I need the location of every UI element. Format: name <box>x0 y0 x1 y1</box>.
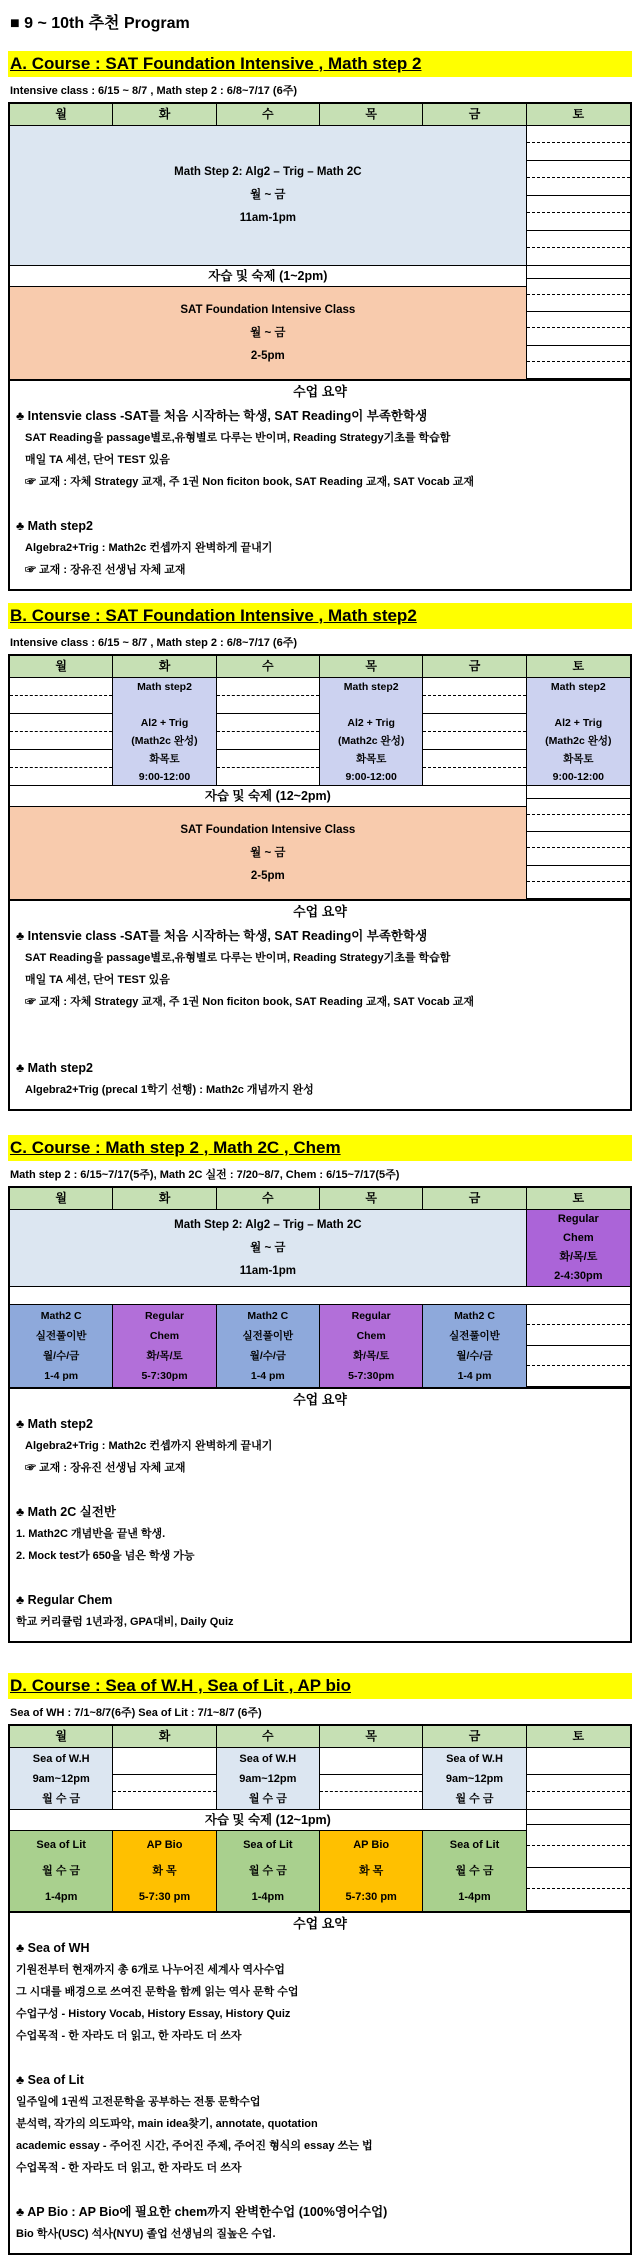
sea-of-wh-cell-mon <box>10 1748 113 1810</box>
empty-slot <box>527 1748 630 1775</box>
ap-bio-cell-thu <box>320 1831 423 1911</box>
summary-line: 수업목적 - 한 자라도 더 읽고, 한 자라도 더 쓰자 <box>16 2162 242 2174</box>
day-header-thu: 목 <box>320 1726 423 1747</box>
sea-of-wh-cell-wed <box>217 1748 320 1810</box>
summary-line: ☞ 교재 : 자체 Strategy 교재, 주 1권 Non ficiton book, SAT Reading 교재, SAT Vocab 교재 <box>25 996 474 1008</box>
section-a-header <box>8 51 632 77</box>
math2c-cell-wed <box>217 1305 320 1387</box>
summary-line: 수업목적 - 한 자라도 더 읽고, 한 자라도 더 쓰자 <box>16 2030 242 2042</box>
summary-line: 매일 TA 세션, 단어 TEST 있음 <box>25 974 170 986</box>
empty-slot <box>217 678 319 714</box>
cell-line: 5-7:30pm <box>348 1370 395 1382</box>
empty-slot <box>10 678 112 714</box>
summary-line: 분석력, 작가의 의도파악, main idea찾기, annotate, quotation <box>16 2118 318 2130</box>
empty-slot <box>113 1775 215 1810</box>
cell-line: 월/수/금 <box>43 1350 80 1362</box>
summary-line: ♣ AP Bio : AP Bio에 필요한 chem까지 완벽한수업 (100%영어수업) <box>16 2205 388 2219</box>
sea-of-lit-cell-wed <box>217 1831 320 1911</box>
cell-line: Chem <box>356 1330 386 1342</box>
day-header-wed: 수 <box>217 1726 320 1747</box>
cell-line: Math step2 <box>137 680 192 693</box>
block-line: 월 ~ 금 <box>250 846 286 859</box>
day-header-wed: 수 <box>217 656 320 677</box>
empty-slot <box>527 279 630 312</box>
empty-slot <box>527 866 630 899</box>
summary-line: SAT Reading을 passage별로,유형별로 다루는 반이며, Reading Strategy기초를 학습함 <box>25 432 451 444</box>
summary-line: ♣ Intensvie class -SAT를 처음 시작하는 학생, SAT Reading이 부족한학생 <box>16 409 428 423</box>
block-line: 월 ~ 금 <box>250 189 286 201</box>
summary-line: Algebra2+Trig (precal 1학기 선행) : Math2c 개념까지 완성 <box>25 1084 314 1096</box>
day-header-row <box>10 104 630 126</box>
cell-line: 월 수 금 <box>455 1865 494 1877</box>
summary-line: ♣ Sea of WH <box>16 1941 90 1955</box>
schedule-grid <box>10 126 630 379</box>
section-d <box>8 1673 632 2255</box>
cell-line: Regular <box>557 1213 599 1225</box>
sat-intensive-afternoon-block <box>10 807 527 899</box>
day-header-fri: 금 <box>423 1726 526 1747</box>
ap-bio-cell-tue <box>113 1831 216 1911</box>
cell-line: 1-4pm <box>458 1891 491 1903</box>
block-line: Math Step 2: Alg2 – Trig – Math 2C <box>174 1218 362 1231</box>
summary-line: ♣ Math step2 <box>16 519 93 533</box>
summary-line: Algebra2+Trig : Math2c 컨셉까지 완벽하게 끝내기 <box>25 542 273 554</box>
cell-line: 9am~12pm <box>32 1772 90 1785</box>
summary-line: 그 시대를 배경으로 쓰여진 문학을 함께 읽는 역사 문학 수업 <box>16 1986 299 1998</box>
empty-slot <box>527 1346 630 1387</box>
cell-line: 화목토 <box>149 752 180 765</box>
empty-slot <box>320 1748 422 1775</box>
sat-intensive-afternoon-block <box>10 287 527 379</box>
cell-line: 1-4pm <box>44 1891 78 1903</box>
section-d-subtitle: Sea of WH : 7/1~8/7(6주) Sea of Lit : 7/1~8/7 (6주) <box>10 1707 262 1719</box>
cell-line: Chem <box>563 1232 594 1244</box>
cell-line: 1-4pm <box>251 1891 285 1903</box>
day-header-row <box>10 656 630 678</box>
math-step2-cell-thu <box>320 678 423 786</box>
summary-spacer <box>16 2179 624 2201</box>
summary-line: 1. Math2C 개념반을 끝낸 학생. <box>16 1528 166 1540</box>
cell-line: Math2 C <box>454 1310 495 1322</box>
cell-line: 5-7:30 pm <box>345 1891 397 1903</box>
empty-slot <box>527 1868 630 1911</box>
day-header-tue: 화 <box>113 104 216 125</box>
summary-line: ☞ 교재 : 장유진 선생님 자체 교재 <box>25 564 186 576</box>
section-c-subtitle: Math step 2 : 6/15~7/17(5주), Math 2C 실전 : 7/20~8/7, Chem : 6/15~7/17(5주) <box>10 1169 400 1181</box>
cell-line: 9am~12pm <box>445 1772 504 1785</box>
day-header-thu: 목 <box>320 104 423 125</box>
day-header-sat: 토 <box>572 107 585 121</box>
cell-line: 화 목 <box>152 1865 177 1877</box>
section-a-schedule-table <box>8 102 632 591</box>
day-header-mon: 월 <box>10 1726 113 1747</box>
cell-line: 1-4 pm <box>250 1370 285 1382</box>
day-header-tue: 화 <box>113 656 216 677</box>
cell-line: 2-4:30pm <box>554 1270 603 1282</box>
section-d-header-text: D. Course : Sea of W.H , Sea of Lit , AP bio <box>10 1676 351 1695</box>
summary-heading: 수업 요약 <box>10 899 630 923</box>
section-b-subtitle: Intensive class : 6/15 ~ 8/7 , Math step 2 : 6/8~7/17 (6주) <box>10 637 297 649</box>
empty-slot <box>320 1775 422 1810</box>
cell-line: 실전풀이반 <box>242 1330 294 1342</box>
summary-line: ♣ Math step2 <box>16 1061 93 1075</box>
cell-line: AP Bio <box>353 1839 390 1851</box>
day-header-tue: 화 <box>113 1188 216 1209</box>
cell-line: 월/수/금 <box>249 1350 286 1362</box>
cell-line: Math2 C <box>40 1310 82 1322</box>
cell-line: 화/목/토 <box>353 1350 390 1362</box>
block-line: Math Step 2: Alg2 – Trig – Math 2C <box>174 166 362 178</box>
cell-line: 1-4 pm <box>457 1370 492 1382</box>
section-c-header <box>8 1135 632 1161</box>
day-header-fri: 금 <box>423 104 526 125</box>
cell-line: 5-7:30 pm <box>138 1891 191 1903</box>
section-c-schedule-table <box>8 1186 632 1643</box>
day-header-row <box>10 1188 630 1210</box>
summary-spacer <box>16 1013 624 1035</box>
section-b <box>8 603 632 1111</box>
summary-spacer <box>16 1035 624 1057</box>
day-header-wed: 수 <box>217 104 320 125</box>
cell-line: 월 수 금 <box>42 1792 81 1805</box>
saturday-empty-column <box>527 1305 630 1387</box>
day-header-thu: 목 <box>320 1188 423 1209</box>
wednesday-empty-column <box>217 678 320 786</box>
day-header-wed: 수 <box>217 1188 320 1209</box>
friday-empty-column <box>423 678 526 786</box>
cell-line: 화목토 <box>563 752 594 765</box>
block-line: SAT Foundation Intensive Class <box>180 823 356 836</box>
empty-slot <box>527 231 630 266</box>
empty-slot <box>527 832 630 865</box>
sea-of-wh-cell-fri <box>423 1748 526 1810</box>
empty-slot <box>423 750 525 786</box>
schedule-grid <box>10 1210 630 1387</box>
cell-line: 화목토 <box>355 752 387 765</box>
cell-line: 월 수 금 <box>248 1865 287 1877</box>
math-step2-morning-block <box>10 126 527 266</box>
summary-line: Algebra2+Trig : Math2c 컨셉까지 완벽하게 끝내기 <box>25 1440 273 1452</box>
empty-slot <box>527 786 630 799</box>
cell-line: 9:00-12:00 <box>138 770 191 783</box>
empty-slot <box>217 714 319 750</box>
cell-line: 월 수 금 <box>42 1865 81 1877</box>
day-header-mon: 월 <box>10 656 113 677</box>
summary-spacer <box>16 493 624 515</box>
cell-line: 실전풀이반 <box>35 1330 87 1342</box>
cell-line <box>320 696 422 714</box>
cell-line: 화 목 <box>359 1865 384 1877</box>
empty-slot <box>423 714 525 750</box>
schedule-grid <box>10 678 630 899</box>
block-line: 2-5pm <box>250 349 285 362</box>
summary-line: 일주일에 1권씩 고전문학을 공부하는 전통 문학수업 <box>16 2096 261 2108</box>
cell-line: Math2 C <box>247 1310 289 1322</box>
summary-line: ♣ Sea of Lit <box>16 2073 84 2087</box>
cell-line: Sea of Lit <box>449 1839 500 1851</box>
cell-line: AP Bio <box>146 1839 183 1851</box>
monday-empty-column <box>10 678 113 786</box>
self-study-row: 자습 및 숙제 (1~2pm) <box>10 266 527 287</box>
schedule-grid <box>10 1748 630 1911</box>
day-header-mon: 월 <box>10 1188 113 1209</box>
regular-chem-cell-tue <box>113 1305 216 1387</box>
block-line: 2-5pm <box>250 869 285 882</box>
empty-slot <box>10 714 112 750</box>
empty-slot <box>527 346 630 379</box>
page-title: ■ 9 ~ 10th 추천 Program <box>10 15 190 32</box>
cell-line: (Math2c 완성) <box>131 734 198 747</box>
block-line: 11am-1pm <box>239 212 296 224</box>
thursday-empty-column <box>320 1748 423 1810</box>
summary-line: 2. Mock test가 650을 넘은 학생 가능 <box>16 1550 195 1562</box>
cell-line: Chem <box>149 1330 180 1342</box>
cell-line: Sea of W.H <box>32 1752 90 1765</box>
section-b-schedule-table <box>8 654 632 1111</box>
regular-chem-cell-sat <box>527 1210 630 1287</box>
summary-spacer <box>16 2047 624 2069</box>
summary-body <box>10 923 630 1109</box>
cell-line: Al2 + Trig <box>140 716 189 729</box>
sea-of-lit-cell-mon <box>10 1831 113 1911</box>
section-d-schedule-table <box>8 1724 632 2255</box>
block-line: SAT Foundation Intensive Class <box>180 303 356 316</box>
saturday-empty-column <box>527 786 630 899</box>
empty-slot <box>217 750 319 786</box>
section-c-header-text: C. Course : Math step 2 , Math 2C , Chem <box>10 1138 341 1157</box>
cell-line: Regular <box>144 1310 185 1322</box>
section-a-header-text: A. Course : SAT Foundation Intensive , Math step 2 <box>10 54 422 73</box>
day-header-fri: 금 <box>423 1188 526 1209</box>
summary-line: ☞ 교재 : 장유진 선생님 자체 교재 <box>25 1462 186 1474</box>
summary-spacer <box>16 1479 624 1501</box>
empty-slot <box>10 750 112 786</box>
section-d-header <box>8 1673 632 1699</box>
summary-line: 매일 TA 세션, 단어 TEST 있음 <box>25 454 170 466</box>
saturday-empty-column <box>527 1748 630 1810</box>
block-line: 11am-1pm <box>239 1264 296 1277</box>
tuesday-empty-column <box>113 1748 216 1810</box>
block-line: 월 ~ 금 <box>250 326 286 339</box>
empty-slot <box>423 678 525 714</box>
summary-body <box>10 1935 630 2253</box>
self-study-row: 자습 및 숙제 (12~2pm) <box>10 786 527 807</box>
cell-line: 월 수 금 <box>455 1792 494 1805</box>
summary-line: Bio 학사(USC) 석사(NYU) 졸업 선생님의 질높은 수업. <box>16 2228 276 2240</box>
summary-line: ♣ Math step2 <box>16 1417 93 1431</box>
empty-slot <box>527 1810 630 1825</box>
summary-heading: 수업 요약 <box>10 1387 630 1411</box>
cell-line: 1-4 pm <box>44 1370 79 1382</box>
cell-line: 월/수/금 <box>456 1350 493 1362</box>
cell-line: 화/목/토 <box>559 1251 598 1263</box>
day-header-sat: 토 <box>572 1729 585 1743</box>
saturday-empty-column <box>527 266 630 379</box>
summary-line: ☞ 교재 : 자체 Strategy 교재, 주 1권 Non ficiton book, SAT Reading 교재, SAT Vocab 교재 <box>25 476 474 488</box>
cell-line: 9:00-12:00 <box>552 770 605 783</box>
cell-line: Regular <box>351 1310 391 1322</box>
cell-line: 9:00-12:00 <box>345 770 397 783</box>
summary-spacer <box>16 1567 624 1589</box>
empty-slot <box>527 126 630 161</box>
cell-line: Al2 + Trig <box>554 716 603 729</box>
section-a <box>8 51 632 591</box>
summary-heading: 수업 요약 <box>10 379 630 403</box>
summary-line: academic essay - 주어진 시간, 주어진 주제, 주어진 형식의 essay 쓰는 법 <box>16 2140 373 2152</box>
saturday-empty-column <box>527 1810 630 1911</box>
summary-line: ♣ Regular Chem <box>16 1593 113 1607</box>
cell-line: 월 수 금 <box>248 1792 287 1805</box>
cell-line: Sea of Lit <box>36 1839 86 1851</box>
empty-slot <box>527 799 630 832</box>
empty-slot <box>527 312 630 345</box>
math2c-cell-mon <box>10 1305 113 1387</box>
regular-chem-cell-thu <box>320 1305 423 1387</box>
empty-row <box>10 1287 630 1305</box>
cell-line: 9am~12pm <box>239 1772 297 1785</box>
self-study-row: 자습 및 숙제 (12~1pm) <box>10 1810 527 1831</box>
day-header-sat: 토 <box>572 659 585 673</box>
section-b-header <box>8 603 632 629</box>
summary-body <box>10 403 630 589</box>
empty-slot <box>527 161 630 196</box>
day-header-fri: 금 <box>423 656 526 677</box>
sea-of-lit-cell-fri <box>423 1831 526 1911</box>
day-header-tue: 화 <box>113 1726 216 1747</box>
math-step2-morning-block <box>10 1210 527 1287</box>
summary-line: SAT Reading을 passage별로,유형별로 다루는 반이며, Reading Strategy기초를 학습함 <box>25 952 451 964</box>
day-header-row <box>10 1726 630 1748</box>
section-c <box>8 1135 632 1643</box>
section-a-subtitle: Intensive class : 6/15 ~ 8/7 , Math step 2 : 6/8~7/17 (6주) <box>10 85 297 97</box>
summary-line: 학교 커리큘럼 1년과정, GPA대비, Daily Quiz <box>16 1616 234 1628</box>
cell-line: 실전풀이반 <box>449 1330 500 1342</box>
cell-line: (Math2c 완성) <box>545 734 612 747</box>
cell-line <box>527 696 630 714</box>
empty-slot <box>113 1748 215 1775</box>
empty-slot <box>527 1825 630 1868</box>
summary-line: ♣ Math 2C 실전반 <box>16 1505 116 1519</box>
cell-line: Math step2 <box>343 680 399 693</box>
cell-line <box>113 696 215 714</box>
empty-slot <box>527 1775 630 1810</box>
cell-line: Math step2 <box>550 680 606 693</box>
cell-line: 화/목/토 <box>146 1350 183 1362</box>
math-step2-cell-sat <box>527 678 630 786</box>
math-step2-cell-tue <box>113 678 216 786</box>
section-b-header-text: B. Course : SAT Foundation Intensive , Math step2 <box>10 606 417 625</box>
cell-line: Al2 + Trig <box>347 716 395 729</box>
day-header-sat: 토 <box>572 1191 585 1205</box>
day-header-mon: 월 <box>10 104 113 125</box>
empty-slot <box>527 266 630 279</box>
summary-body <box>10 1411 630 1641</box>
math2c-cell-fri <box>423 1305 526 1387</box>
cell-line: (Math2c 완성) <box>337 734 405 747</box>
block-line: 월 ~ 금 <box>250 1241 286 1254</box>
summary-heading: 수업 요약 <box>10 1911 630 1935</box>
saturday-empty-column <box>527 126 630 266</box>
summary-line: 기원전부터 현재까지 총 6개로 나누어진 세계사 역사수업 <box>16 1964 285 1976</box>
cell-line: 5-7:30pm <box>141 1370 188 1382</box>
summary-line: ♣ Intensvie class -SAT를 처음 시작하는 학생, SAT Reading이 부족한학생 <box>16 929 428 943</box>
empty-slot <box>527 196 630 231</box>
cell-line: Sea of W.H <box>446 1752 503 1765</box>
cell-line: Sea of W.H <box>239 1752 297 1765</box>
day-header-thu: 목 <box>320 656 423 677</box>
summary-line: 수업구성 - History Vocab, History Essay, History Quiz <box>16 2008 291 2020</box>
empty-slot <box>527 1305 630 1346</box>
cell-line: Sea of Lit <box>243 1839 293 1851</box>
